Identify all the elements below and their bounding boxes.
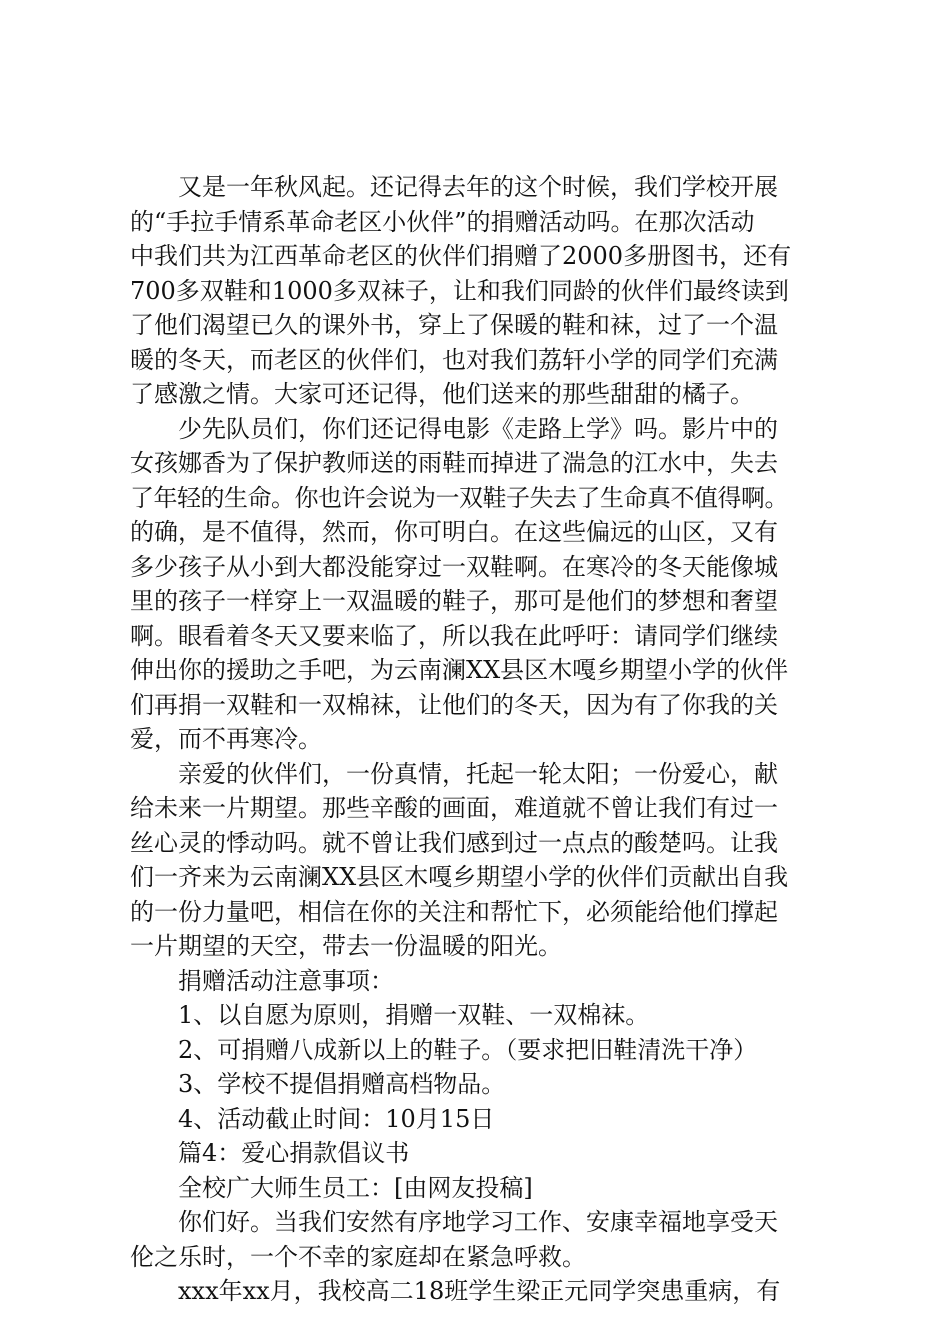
paragraph-line: 里的孩子一样穿上一双温暖的鞋子，那可是他们的梦想和奢望 [130, 587, 778, 615]
paragraph-line: 700多双鞋和1000多双袜子，让和我们同龄的伙伴们最终读到 [130, 276, 789, 305]
notice-item: 4、活动截止时间：10月15日 [178, 1104, 495, 1133]
paragraph-line: xxx年xx月，我校高二18班学生梁正元同学突患重病，有 [178, 1277, 781, 1305]
paragraph-line: 的确，是不值得，然而，你可明白。在这些偏远的山区，又有 [130, 518, 778, 546]
paragraph-line: 爱，而不再寒冷。 [130, 725, 322, 753]
notice-item: 1、以自愿为原则，捐赠一双鞋、一双棉袜。 [178, 1001, 650, 1029]
notice-item: 2、可捐赠八成新以上的鞋子。（要求把旧鞋清洗干净） [178, 1035, 758, 1064]
paragraph-line: 了感激之情。大家可还记得，他们送来的那些甜甜的橘子。 [130, 380, 754, 408]
paragraph-line: 们再捐一双鞋和一双棉袜，让他们的冬天，因为有了你我的关 [130, 690, 778, 719]
document-body [130, 170, 830, 1309]
notice-heading: 捐赠活动注意事项： [178, 966, 394, 995]
paragraph-line: 少先队员们，你们还记得电影《走路上学》吗。影片中的 [178, 414, 778, 443]
paragraph-line: 你们好。当我们安然有序地学习工作、安康幸福地享受天 [178, 1208, 778, 1236]
notice-item: 3、学校不提倡捐赠高档物品。 [178, 1070, 506, 1098]
paragraph-line: 伸出你的援助之手吧，为云南澜XX县区木嘎乡期望小学的伙伴 [130, 656, 789, 684]
paragraph-line: 又是一年秋风起。还记得去年的这个时候，我们学校开展 [178, 173, 778, 201]
paragraph-line: 暖的冬天，而老区的伙伴们，也对我们荔轩小学的同学们充满 [130, 345, 778, 374]
paragraph-line: 丝心灵的悸动吗。就不曾让我们感到过一点点的酸楚吗。让我 [130, 828, 778, 857]
paragraph-line: 了年轻的生命。你也许会说为一双鞋子失去了生命真不值得啊。 [130, 483, 788, 512]
paragraph-line: 的一份力量吧，相信在你的关注和帮忙下，必须能给他们撑起 [130, 897, 778, 926]
paragraph-line: 多少孩子从小到大都没能穿过一双鞋啊。在寒冷的冬天能像城 [130, 552, 778, 581]
paragraph-line: 了他们渴望已久的课外书，穿上了保暖的鞋和袜，过了一个温 [130, 311, 778, 339]
paragraph-line: 啊。眼看着冬天又要来临了，所以我在此呼吁：请同学们继续 [130, 621, 778, 650]
section-title: 篇4：爱心捐款倡议书 [178, 1139, 410, 1167]
paragraph-line: 一片期望的天空，带去一份温暖的阳光。 [130, 932, 562, 960]
paragraph-line: 的“手拉手情系革命老区小伙伴”的捐赠活动吗。在那次活动 [130, 207, 755, 236]
paragraph-line: 亲爱的伙伴们，一份真情，托起一轮太阳；一份爱心，献 [178, 759, 778, 788]
paragraph-line: 伦之乐时，一个不幸的家庭却在紧急呼救。 [130, 1242, 586, 1271]
salutation: 全校广大师生员工：[由网友投稿] [178, 1173, 533, 1202]
paragraph-line: 给未来一片期望。那些辛酸的画面，难道就不曾让我们有过一 [130, 794, 778, 822]
paragraph-line: 中我们共为江西革命老区的伙伴们捐赠了2000多册图书，还有 [130, 242, 792, 270]
paragraph-line: 们一齐来为云南澜XX县区木嘎乡期望小学的伙伴们贡献出自我 [130, 863, 789, 891]
paragraph-line: 女孩娜香为了保护教师送的雨鞋而掉进了湍急的江水中，失去 [130, 449, 778, 477]
